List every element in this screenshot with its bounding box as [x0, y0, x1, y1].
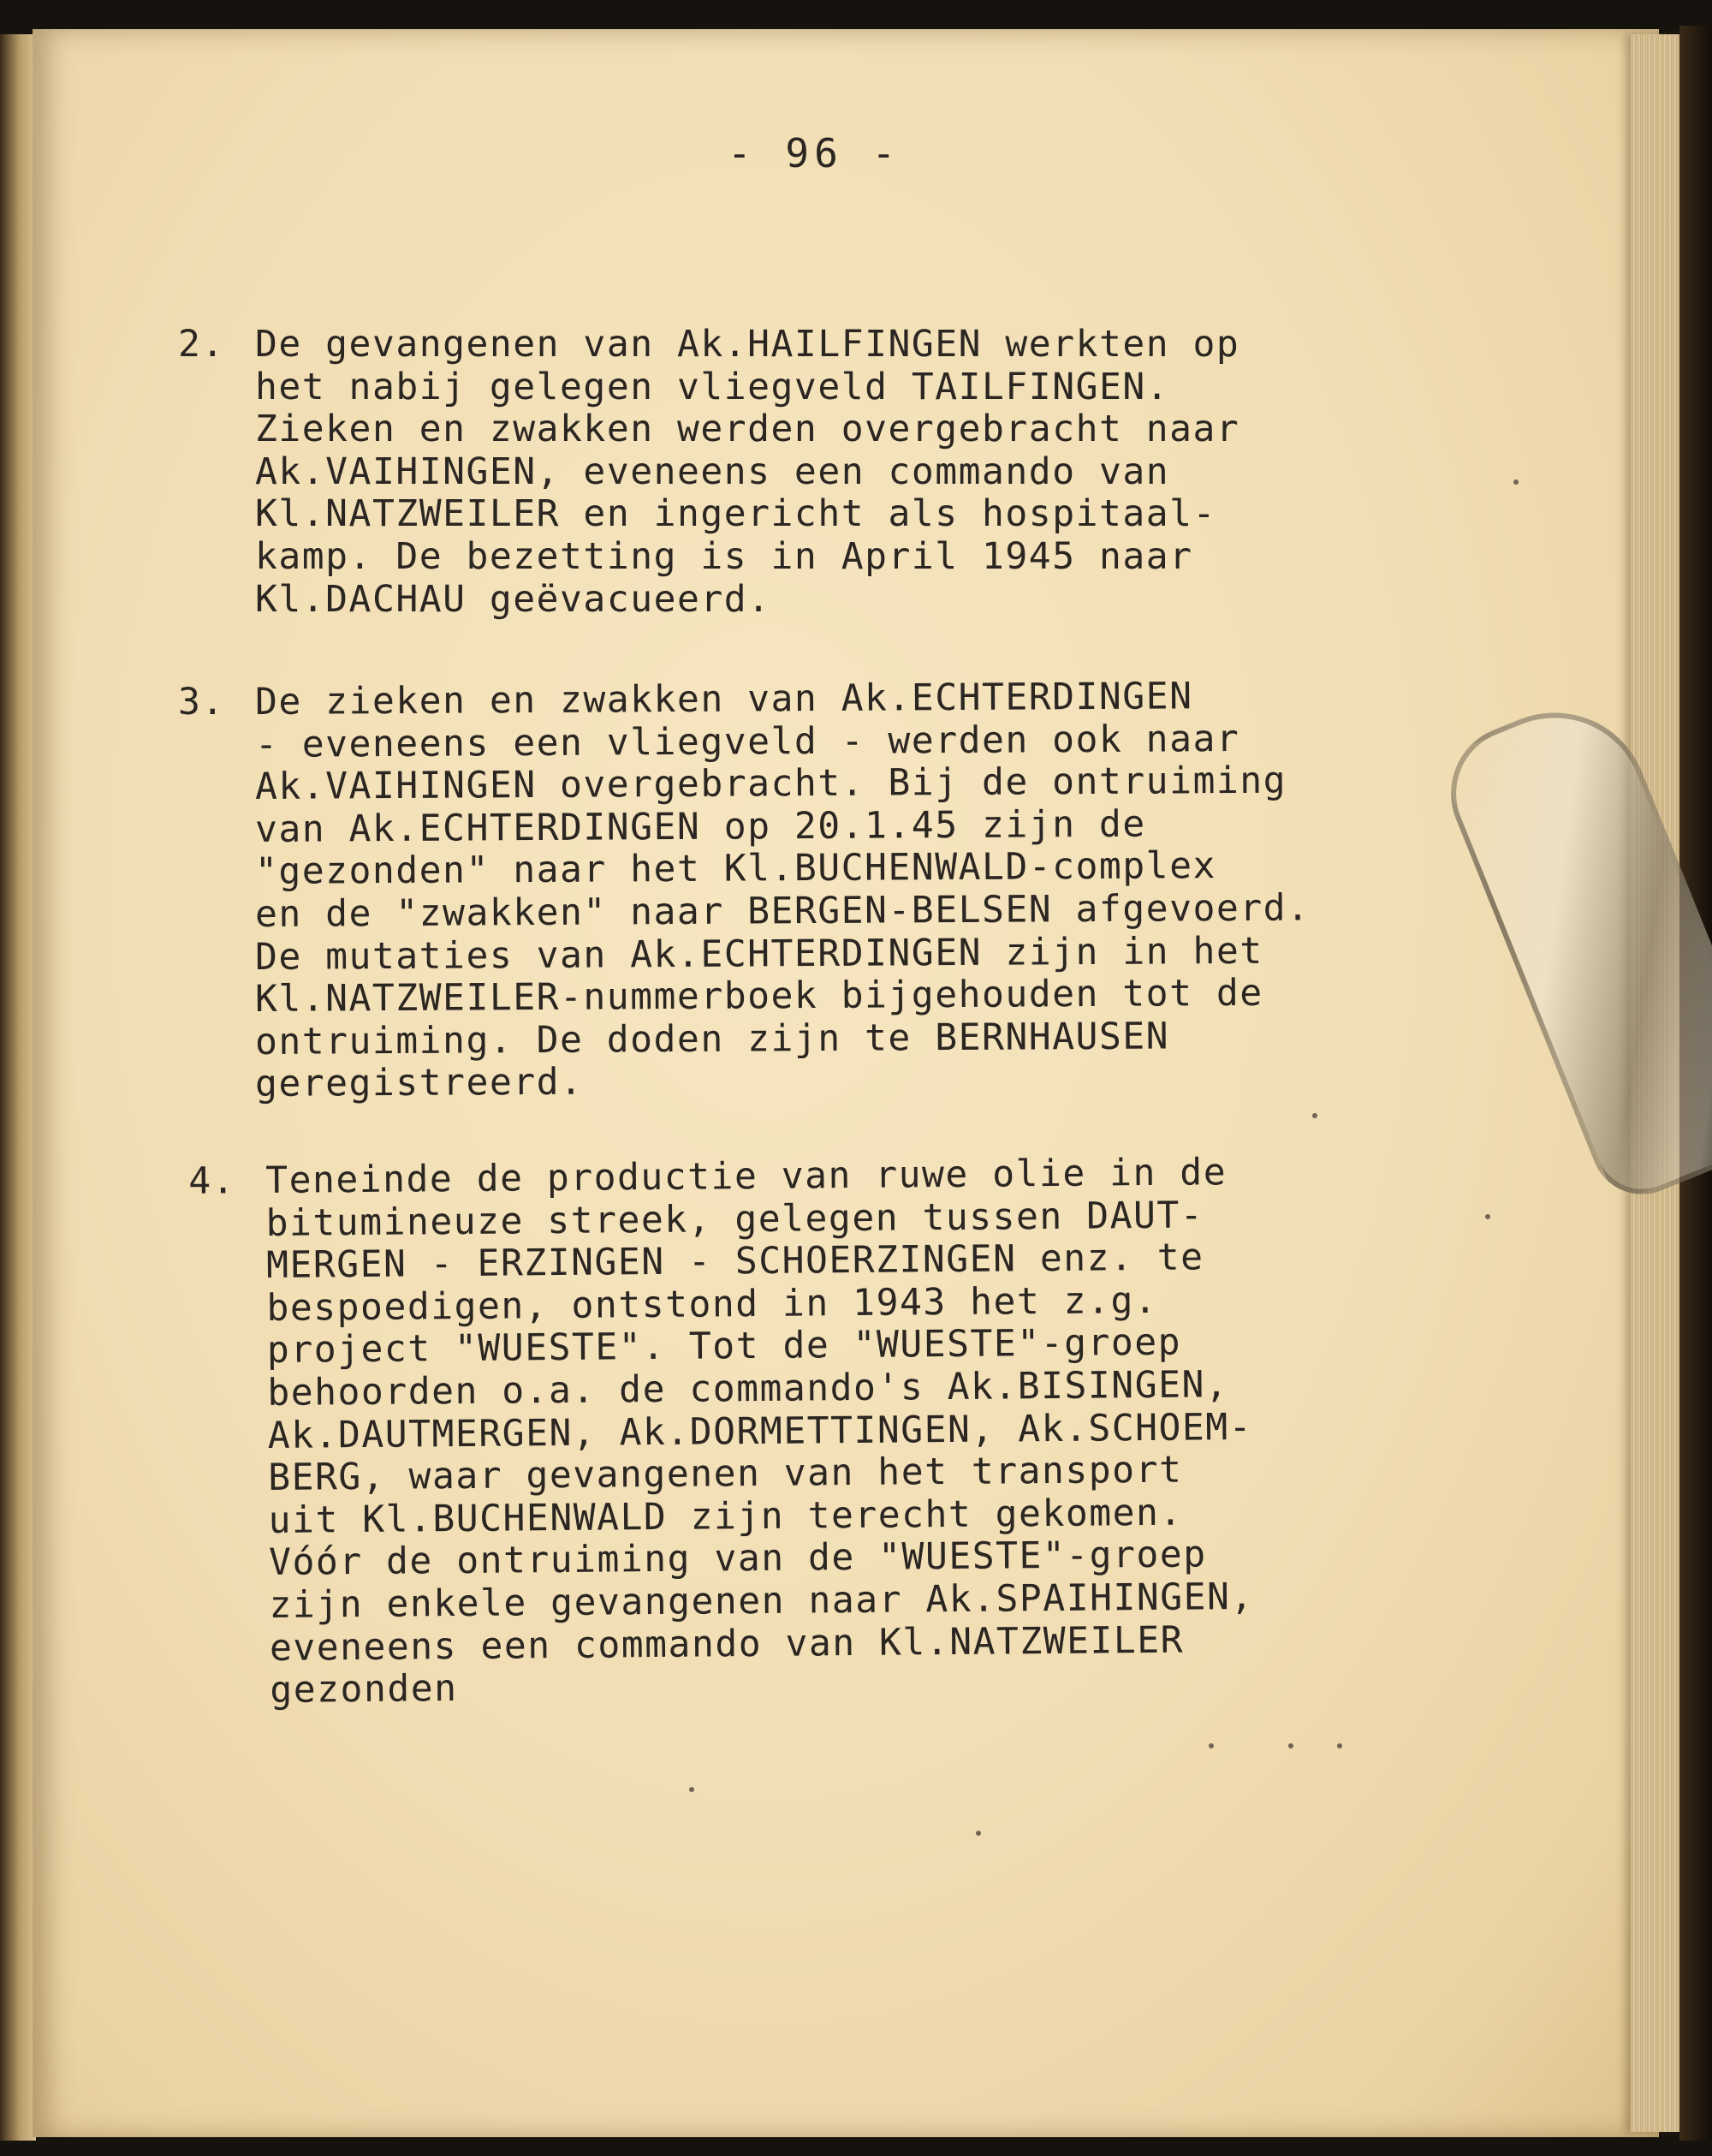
text-line: Ak.VAIHINGEN overgebracht. Bij de ontruiming [254, 759, 1287, 809]
paper-speck [1312, 1113, 1317, 1118]
text-line: Kl.DACHAU geëvacueerd. [255, 577, 771, 621]
paper-speck [1337, 1743, 1342, 1748]
text-line: MERGEN - ERZINGEN - SCHOERZINGEN enz. te [265, 1236, 1204, 1288]
text-line: Ak.VAIHINGEN, eveneens een commando van [255, 450, 1170, 493]
text-line: het nabij gelegen vliegveld TAILFINGEN. [255, 365, 1170, 408]
paragraph-2 [178, 323, 1522, 621]
text-line: Kl.NATZWEILER-nummerboek bijgehouden tot de [254, 971, 1263, 1021]
paper-speck [1485, 1214, 1490, 1219]
text-line: geregistreerd. [254, 1061, 584, 1106]
text-line: en de "zwakken" naar BERGEN-BELSEN afgevoerd. [254, 886, 1311, 936]
text-line: - eveneens een vliegveld - werden ook naar [254, 717, 1240, 766]
text-line: van Ak.ECHTERDINGEN op 20.1.45 zijn de [254, 802, 1146, 851]
text-line: BERG, waar gevangenen van het transport [268, 1448, 1183, 1500]
text-line: project "WUESTE". Tot de "WUESTE"-groep [266, 1321, 1182, 1373]
paper-speck [1288, 1743, 1293, 1748]
paper-speck [1209, 1743, 1214, 1748]
text-line: uit Kl.BUCHENWALD zijn terecht gekomen. [268, 1491, 1183, 1542]
text-line: Teneinde de productie van ruwe olie in de [265, 1151, 1228, 1202]
paragraph-number: 2. [178, 323, 225, 366]
text-line: gezonden [270, 1667, 458, 1712]
paper-speck [976, 1831, 981, 1836]
paper-speck [689, 1787, 694, 1792]
text-line: bitumineuze streek, gelegen tussen DAUT- [265, 1194, 1204, 1245]
text-line: De gevangenen van Ak.HAILFINGEN werkten op [255, 323, 1240, 366]
paragraph-number: 4. [187, 1159, 236, 1203]
text-line: behoorden o.a. de commando's Ak.BISINGEN, [267, 1363, 1229, 1415]
text-line: De zieken en zwakken van Ak.ECHTERDINGEN [254, 675, 1193, 724]
text-line: eveneens een commando van Kl.NATZWEILER [269, 1618, 1185, 1670]
text-line: bespoedigen, ontstond in 1943 het z.g. [266, 1278, 1158, 1330]
text-line: Zieken en zwakken werden overgebracht naar [255, 408, 1240, 451]
page-number: - 96 - [728, 130, 901, 176]
text-line: ontruiming. De doden zijn te BERNHAUSEN [254, 1015, 1170, 1063]
left-page-edge [0, 34, 36, 2141]
text-line: zijn enkele gevangenen naar Ak.SPAIHINGEN, [269, 1575, 1255, 1627]
paragraph-4 [187, 1149, 1537, 1712]
paper-speck [1513, 479, 1519, 485]
text-line: kamp. De bezetting is in April 1945 naar [255, 534, 1193, 578]
text-line: Ak.DAUTMERGEN, Ak.DORMETTINGEN, Ak.SCHOEM- [267, 1405, 1253, 1457]
paragraph-3 [178, 675, 1522, 1106]
paragraph-number: 3. [178, 681, 225, 724]
text-line: Vóór de ontruiming van de "WUESTE"-groep [268, 1533, 1207, 1585]
text-line: "gezonden" naar het Kl.BUCHENWALD-complex [254, 844, 1217, 894]
text-line: Kl.NATZWEILER en ingericht als hospitaal- [255, 492, 1216, 536]
text-line: De mutaties van Ak.ECHTERDINGEN zijn in het [254, 929, 1263, 979]
